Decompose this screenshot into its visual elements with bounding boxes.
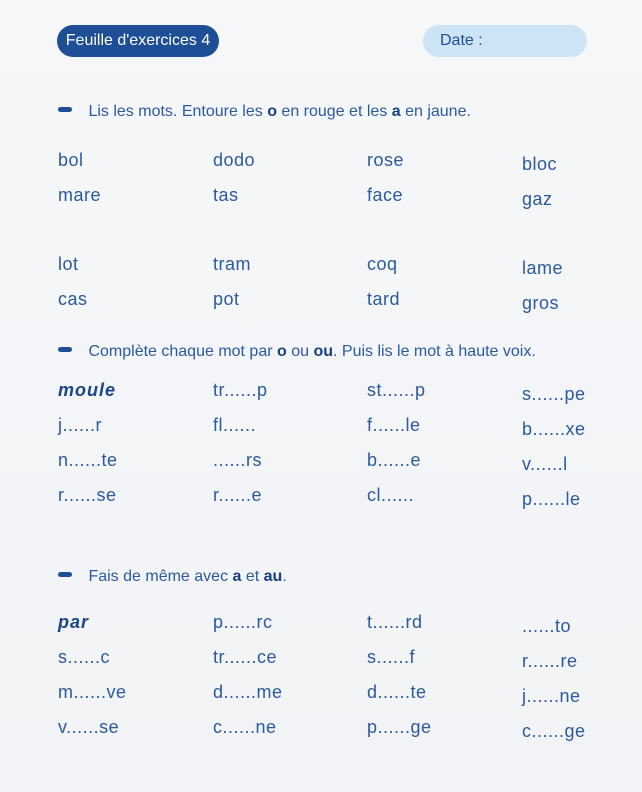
word-cell: lame (522, 258, 564, 278)
instruction-text: et (241, 568, 264, 585)
word-cell: tr......p (213, 380, 268, 400)
word-cell: gros (522, 293, 560, 313)
word-cell: s......c (58, 647, 111, 667)
instruction-bold-letter: o (277, 343, 287, 360)
word-cell: b......xe (522, 419, 586, 439)
instruction-text: en jaune. (400, 103, 471, 120)
word-cell: face (367, 185, 404, 205)
word-cell: v......se (58, 717, 120, 737)
word-cell: tram (213, 254, 251, 274)
word-cell: fl...... (213, 415, 257, 435)
date-field (423, 25, 587, 57)
word-cell: cas (58, 289, 88, 309)
worksheet-title: Feuille d'exercices 4 (57, 25, 219, 57)
instruction-bold-letter: a (232, 568, 242, 585)
word-cell: cl...... (367, 485, 415, 505)
word-cell: t......rd (367, 612, 423, 632)
word-cell: gaz (522, 189, 553, 209)
word-cell: r......se (58, 485, 117, 505)
instruction-section-2 (58, 343, 536, 361)
word-cell: f......le (367, 415, 421, 435)
bullet-dash-icon (58, 107, 72, 112)
word-cell: b......e (367, 450, 422, 470)
word-cell: lot (58, 254, 79, 274)
instruction-section-3 (58, 568, 287, 586)
word-cell: s......f (367, 647, 416, 667)
word-cell: moule (58, 380, 117, 400)
word-cell: p......ge (367, 717, 432, 737)
instruction-text: ou (286, 343, 314, 360)
word-cell: p......rc (213, 612, 273, 632)
instruction-bold-letter: au (263, 568, 283, 585)
word-cell: dodo (213, 150, 256, 170)
word-cell: tas (213, 185, 239, 205)
word-cell: s......pe (522, 384, 586, 404)
word-cell: tr......ce (213, 647, 278, 667)
word-cell: p......le (522, 489, 581, 509)
word-cell: st......p (367, 380, 426, 400)
bullet-dash-icon (58, 572, 72, 577)
word-cell: n......te (58, 450, 118, 470)
instruction-section-1 (58, 103, 471, 121)
instruction-text: Complète chaque mot par (88, 343, 277, 360)
word-cell: j......ne (522, 686, 581, 706)
word-cell: mare (58, 185, 102, 205)
word-cell: r......e (213, 485, 263, 505)
word-cell: par (58, 612, 90, 632)
instruction-text: en rouge et les (276, 103, 392, 120)
word-cell: v......l (522, 454, 568, 474)
word-cell: pot (213, 289, 240, 309)
instruction-text: Fais de même avec (88, 568, 233, 585)
word-cell: ......rs (213, 450, 262, 470)
instruction-bold-letter: ou (313, 343, 334, 360)
date-label: Date : (440, 32, 483, 49)
word-cell: m......ve (58, 682, 127, 702)
word-cell: rose (367, 150, 405, 170)
word-cell: coq (367, 254, 398, 274)
word-cell: ......to (522, 616, 572, 636)
bullet-dash-icon (58, 347, 72, 352)
instruction-text: . (282, 568, 287, 585)
word-cell: tard (367, 289, 401, 309)
instruction-bold-letter: a (391, 103, 401, 120)
word-cell: bol (58, 150, 84, 170)
word-cell: j......r (58, 415, 102, 435)
word-cell: bloc (522, 154, 558, 174)
word-cell: d......te (367, 682, 427, 702)
word-cell: c......ge (522, 721, 586, 741)
instruction-bold-letter: o (267, 103, 277, 120)
word-cell: d......me (213, 682, 283, 702)
word-cell: r......re (522, 651, 578, 671)
instruction-text: . Puis lis le mot à haute voix. (333, 343, 536, 360)
word-cell: c......ne (213, 717, 277, 737)
instruction-text: Lis les mots. Entoure les (88, 103, 268, 120)
